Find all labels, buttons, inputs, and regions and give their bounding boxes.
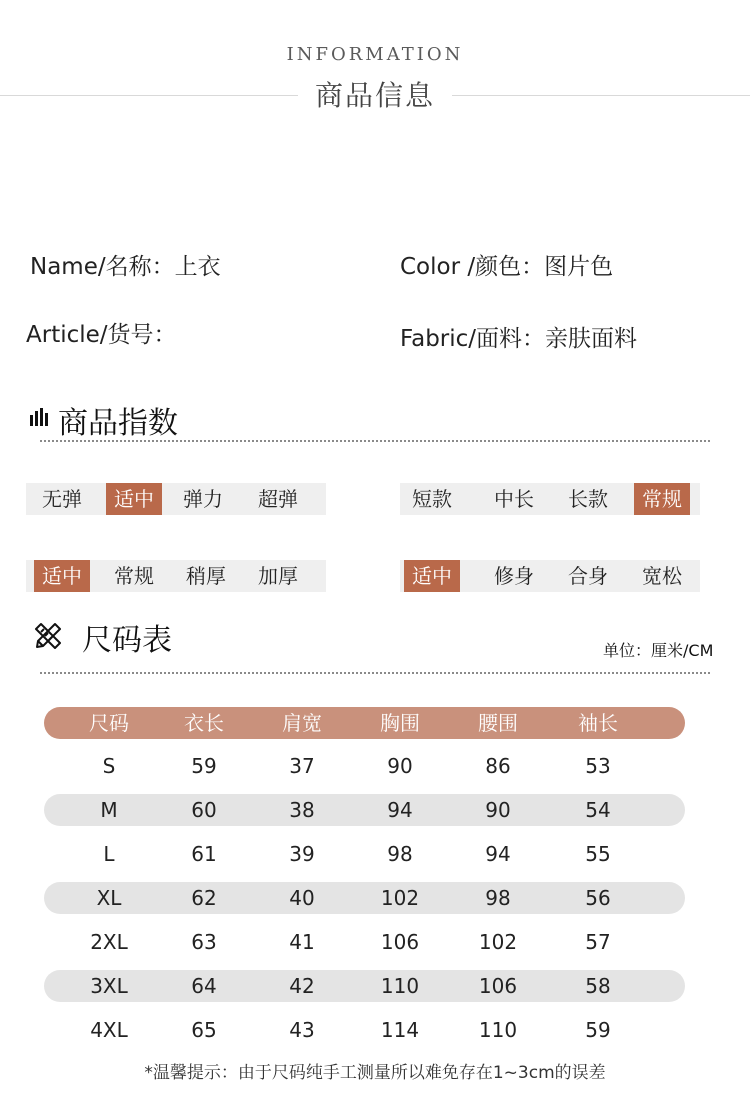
table-cell: 65	[191, 1018, 217, 1042]
table-cell: 40	[289, 886, 315, 910]
table-cell: 63	[191, 930, 217, 954]
attr-option: 合身	[568, 564, 608, 588]
table-cell: 37	[289, 754, 315, 778]
table-cell: 57	[585, 930, 611, 954]
table-header	[44, 707, 685, 739]
attr-option: 弹力	[183, 487, 223, 511]
attr-option: 超弹	[258, 487, 298, 511]
table-cell: 90	[485, 798, 511, 822]
measurement-note: *温馨提示：由于尺码纯手工测量所以难免存在1~3cm的误差	[144, 1063, 606, 1083]
ruler-pencil-icon	[32, 620, 64, 652]
table-cell: M	[100, 798, 118, 822]
table-cell: 106	[380, 930, 420, 954]
table-cell: 56	[585, 886, 611, 910]
table-cell: 98	[485, 886, 511, 910]
attr-option: 适中	[404, 560, 460, 592]
table-cell: 98	[387, 842, 413, 866]
attr-bar-fit	[400, 560, 700, 592]
table-cell: 2XL	[90, 930, 128, 954]
table-cell: 60	[191, 798, 217, 822]
table-cell: 39	[289, 842, 315, 866]
table-cell: 86	[485, 754, 511, 778]
table-header-cell: 肩宽	[282, 711, 322, 735]
info-fabric: Fabric/面料：亲肤面料	[400, 326, 638, 352]
attr-option: 宽松	[642, 564, 682, 588]
table-cell: 106	[478, 974, 518, 998]
attr-option: 稍厚	[186, 564, 226, 588]
table-cell: S	[102, 754, 116, 778]
info-article: Article/货号：	[26, 322, 177, 348]
table-row	[44, 970, 685, 1002]
table-cell: 41	[289, 930, 315, 954]
attr-bar-thickness	[26, 560, 326, 592]
table-cell: 62	[191, 886, 217, 910]
attr-option: 中长	[494, 487, 534, 511]
table-cell: 102	[478, 930, 518, 954]
attr-option: 无弹	[42, 487, 82, 511]
table-cell: 110	[380, 974, 420, 998]
attr-option: 常规	[634, 483, 690, 515]
table-cell: 64	[191, 974, 217, 998]
table-cell: 3XL	[90, 974, 128, 998]
attr-option: 常规	[114, 564, 154, 588]
table-cell: 59	[191, 754, 217, 778]
info-color: Color /颜色：图片色	[400, 254, 614, 280]
table-cell: 94	[485, 842, 511, 866]
table-header-cell: 腰围	[478, 711, 518, 735]
table-cell: L	[103, 842, 115, 866]
table-cell: 42	[289, 974, 315, 998]
table-cell: 61	[191, 842, 217, 866]
table-row	[44, 1014, 685, 1046]
attr-bar-stretch	[26, 483, 326, 515]
table-row	[44, 750, 685, 782]
attr-bar-length	[400, 483, 700, 515]
table-cell: 38	[289, 798, 315, 822]
attr-option: 适中	[34, 560, 90, 592]
bar-chart-icon	[29, 408, 49, 426]
table-cell: 90	[387, 754, 413, 778]
index-section-divider	[40, 440, 710, 442]
index-section-title: 商品指数	[58, 406, 178, 441]
table-cell: 53	[585, 754, 611, 778]
header-zh-title: 商品信息	[314, 79, 435, 112]
table-header-cell: 衣长	[184, 711, 224, 735]
table-row	[44, 794, 685, 826]
table-cell: 58	[585, 974, 611, 998]
table-cell: 102	[380, 886, 420, 910]
attr-option: 长款	[568, 487, 608, 511]
size-unit-label: 单位：厘米/CM	[603, 641, 714, 660]
table-header-cell: 尺码	[89, 711, 129, 735]
table-row	[44, 926, 685, 958]
table-cell: 43	[289, 1018, 315, 1042]
attr-option: 短款	[412, 487, 452, 511]
header-en-title: INFORMATION	[286, 44, 464, 65]
size-section-title: 尺码表	[82, 623, 172, 658]
table-cell: 110	[478, 1018, 518, 1042]
table-cell: 94	[387, 798, 413, 822]
table-cell: 55	[585, 842, 611, 866]
size-section-divider	[40, 672, 710, 674]
table-cell: XL	[96, 886, 122, 910]
table-row	[44, 882, 685, 914]
attr-option: 加厚	[258, 564, 298, 588]
table-cell: 54	[585, 798, 611, 822]
table-header-cell: 袖长	[578, 711, 618, 735]
table-cell: 4XL	[90, 1018, 128, 1042]
attr-option: 适中	[106, 483, 162, 515]
table-row	[44, 838, 685, 870]
table-cell: 59	[585, 1018, 611, 1042]
attr-option: 修身	[494, 564, 534, 588]
table-cell: 114	[380, 1018, 420, 1042]
info-name: Name/名称：上衣	[30, 254, 221, 280]
table-header-cell: 胸围	[380, 711, 420, 735]
